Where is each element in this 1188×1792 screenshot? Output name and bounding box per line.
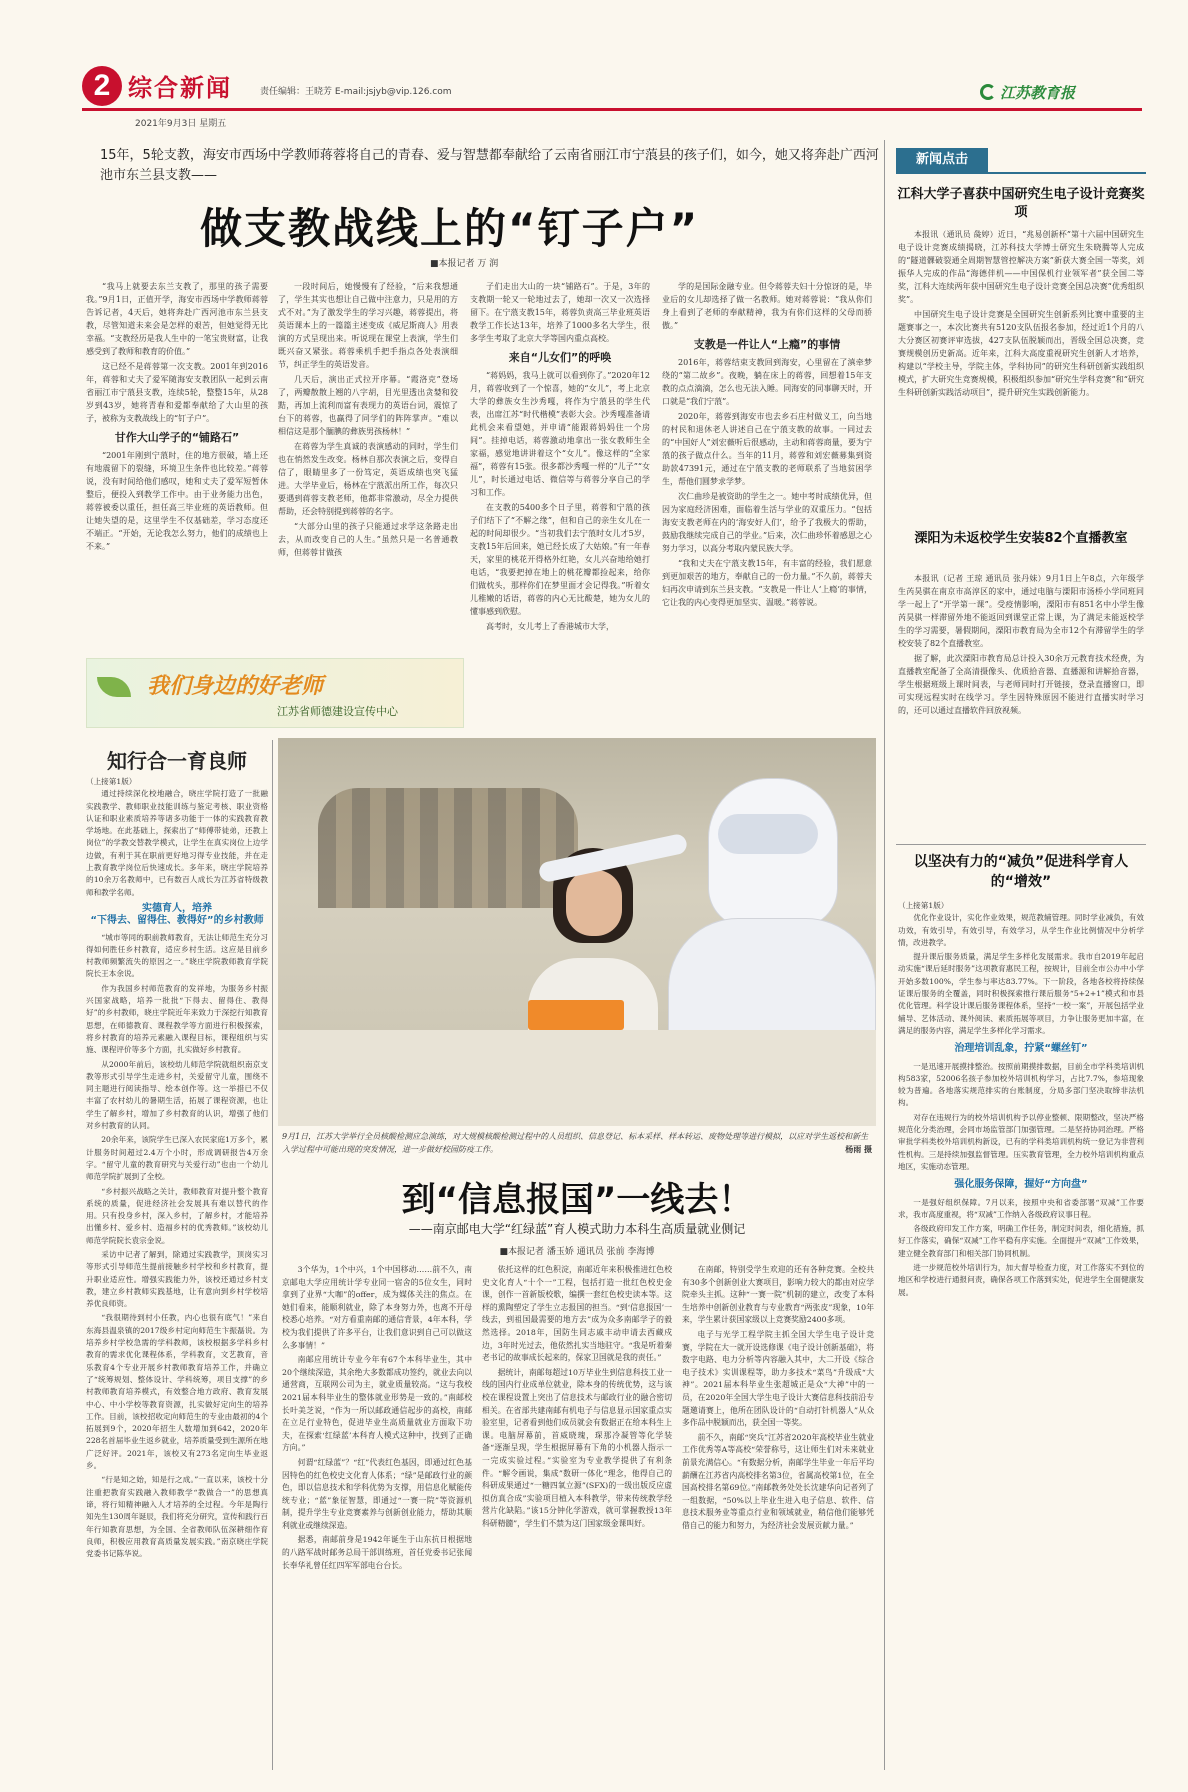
paragraph: 3个华为，1个中兴，1个中国移动……前不久，南京邮电大学应用统计学专业同一宿舍的5位女生，同时拿到了业界“大咖”的offer，成为媒体关注的焦点。在她们看来，能顺利就业，除了本身努力外，也离不开母校悉心培养。“对方看重南邮的通信背景，4年本科，学校为我们提供了许多平台，让我们意识到自己可以做这么多事情！” [282,1265,472,1350]
paragraph: 一是迅速开展摸排整治。按照前期摸排数据，目前全市学科类培训机构583家，52006名孩子参加校外培训机构学习，占比7.7%，参培现象较为普遍。各地落实规范排实的台账制度，分局多部门坚决取缔非法机构。 [898,1061,1144,1108]
paragraph: 据了解，此次溧阳市教育局总计投入30余万元教育技术经费，为直播教室配备了全高清摄像头、优质拾音器、直播源和讲解拾音器，学生根据班级上课时间表，与老师同时打开链接，登录直播窗口，即可实现远程实时在线学习。学生因特殊原因不能进行直播实时学习的，还可以通过直播软件回放视频。 [898,654,1144,715]
paragraph: 子们走出大山的一块“铺路石”。于是，3年的支教期一轮又一轮地过去了，她却一次又一次选择留下。在宁蒗支教15年，蒋蓉负责高三毕业班英语教学工作长达13年，培养了1000多名大学生，很多学生考取了北京大学等国内重点高校。 [470,282,650,343]
paragraph: 优化作业设计，实化作业效果，规范教辅管理。同时学业减负，有效功效，有效引导，有效引导，有效学习，从学生作业比例情况中分析学情，改进教学。 [898,913,1144,947]
sidebar-rule [896,844,1146,845]
subhead: 治理培训乱象，拧紧“螺丝钉” [954,1043,1088,1055]
paragraph: 何谓“红绿蓝”？“红”代表红色基因，即通过红色基因特色的红色校史文化育人体系；“绿”是邮政行业的颜色，即以信息技术和学科优势为支撑，用信息化赋能传统专业；“蓝”象征智慧，即通过“一赛一院”等资源机制，提升学生专业竞赛素养与创新创业能力，帮助其顺利就业或继续深造。 [282,1457,472,1530]
daotong-headline: 到“信息报国”一线去！ [401,1180,753,1220]
paragraph: 次仁曲珍是被资助的学生之一。她中考时成绩优异，但因为家庭经济困难，面临着生活与学业的双重压力。“包括海安支教老师在内的‘海安好人们’，给予了我极大的帮助，鼓励我继续完成自己的学业。”后来，次仁曲珍怀着感恩之心努力学习，以高分考取内蒙民族大学。 [662,492,872,553]
paragraph: 对存在违规行为的校外培训机构予以停业整顿、限期整改，坚决严格规范化分类治理，会同市场监管部门加强管理。二是坚持协同治理。严格审批学科类校外培训机构新设，已有的学科类培训机构统一登记为非营利性机构。三是持续加强监督管理。压实教育管理，全力校外培训机构重点地区，实施动态管理。 [898,1112,1144,1171]
column-divider [272,740,273,1770]
sidebar-header-rule [896,172,1146,174]
paragraph: 2020年，蒋蓉到海安市也去乡石庄村做义工，向当地的村民和退休老人讲述自己在宁蒗支教的故事。一同过去的“中国好人”刘宏薇听后很感动，主动和蒋蓉商量，要为宁蒗的孩子做点什么。当年的11月，蒋蓉和刘宏薇募集到资助款47391元，通过在宁蒗支教的老师联系了当地贫困学生，帮他们圆梦求学梦。 [662,412,872,486]
paragraph: 作为我国乡村师范教育的发祥地，为服务乡村振兴国家战略，培养一批批“下得去、留得住、教得好”的乡村教师，晓庄学院近年来致力于深挖行知教育思想，在师德教育、课程教学等方面进行积极探索，将乡村教育的培养元素融入课程目标，课程组织与实施、课程评价等多个方面，扎实做好乡村教育。 [86,983,268,1055]
paragraph: 一段时间后，她慢慢有了经验，“后来我想通了，学生其实也想让自己做中注意力，只是用的方式不对。”为了激发学生的学习兴趣，蒋蓉提出，将英语课本上的一篇篇主述变成《威尼斯商人》用表演的方式呈现出来。听说现在课堂上表演，学生们既兴奋又紧张。蒋蓉乘机手把手指点各处表演细节，纠正学生的英语发音。 [278,282,458,369]
subhead: 强化服务保障，握好“方向盘” [954,1179,1088,1191]
paragraph: 本报讯（记者 王琼 通讯员 张丹妹）9月1日上午8点，六年级学生芮昊骐在南京市高淳区的家中，通过电脑与溧阳市汤桥小学同班同学一起上了“开学第一课”。受疫情影响，溧阳市有851名中小学生像芮昊骐一样滞留外地不能返回到课堂正常上课，为了满足未能返校学生的学习需要，暑假期间，溧阳市教育局为全市12个有滞留学生的学校安装了82个直播教室。 [898,574,1144,648]
editor-line: 责任编辑：王晓芳 E-mail:jsjyb@vip.126.com [260,87,452,97]
paragraph: “我很期待到村小任教，内心也很有底气！”来自东海县温泉镇的2017级乡村定向师范生卞振磊说。为培养乡村学校急需的学科教师，该校根据多学科乡村教育的需求优化课程体系，学科教育，文艺教育，音乐教育4个专业开展乡村教师教育培养工作，并确立了“统筹规划、整体设计、学科统筹，项目支撑”的乡村教师教育培养模式，有效整合地方政府、教育发展中心、中小学校等教育资源，扎实做好定向生的培养工作。目前，该校招收定向师范生的专业由最初的4个拓展到9个，2020年招生人数增加到642，2020年228名首届毕业生返乡就业，培养质量受到生源所在地广泛好评。2021年，该校又有273名定向生毕业返乡。 [86,1313,268,1471]
news-photo [278,738,876,1126]
sidebar-divider [884,140,885,1770]
daotong-column-2 [482,1264,672,1532]
paragraph: 从2000年前后，该校幼儿师范学院就组织南京支教等形式引导学生走进乡村，关爱留守儿童，围绕不同主题进行阅读指导、绘本创作等。这一举措已不仅丰富了农村幼儿的暑期生活，拓展了课程资源，也让学生了解乡村，增加了乡村教育的认识，增强了他们对乡村教育的认同。 [86,1059,268,1131]
sidebar-story2-headline: 溧阳为未返校学生安装82个直播教室 [914,531,1128,546]
paragraph: 高考时，女儿考上了香港城市大学， [486,622,614,631]
daotong-byline: ■本报记者 潘玉娇 通讯员 张前 李海博 [499,1247,655,1257]
paragraph: “我马上就要去东兰支教了，那里的孩子需要我。”9月1日，正值开学，海安市西场中学教师蒋蓉告诉记者，4天后，她将奔赴广西河池市东兰县支教，尽管知道未来会是怎样的艰苦，但她觉得无比幸福。“支教经历是我人生中的一笔宝贵财富，让我感受到了教师和教育的价值。” [86,282,268,356]
sidebar-header: 新闻点击 [896,148,988,172]
paragraph: 提升课后服务质量，满足学生多样化发展需求。我市自2019年起启动实施“课后延时服务”这项教育惠民工程，按规计，目前全市公办中小学开始多数100%，学生参与率达83.77%。下一阶段，各地各校将持续保证课后服务的全覆盖，同时积极探索推行课后服务“5+2+1”模式和市县优化管理。科学设计课后服务课程体系，坚持“一校一案”，开展包括学业辅导、艺体活动、课外阅读、素质拓展等项目，力争让服务更加丰富，在满足的服务内容，满足学生多样化学习需求。 [898,952,1144,1035]
lead-column-3 [470,280,650,635]
banner-title: 我们身边的好老师 [147,674,324,699]
paragraph: 学的是国际金融专业。但令蒋蓉夫妇十分惊讶的是，毕业后的女儿却选择了做一名教师。她对蒋蓉说：“我从你们身上看到了老师的奉献精神，我为有你们这样的父母而骄傲。” [662,282,872,330]
paragraph: 南邮应用统计专业今年有67个本科毕业生，其中20个继续深造，其余绝大多数都成功签约，就业去向以通营商，互联网公司为主，就业质量较高。“这与我校2021届本科毕业生的整体就业形势是一致的。”南邮校长叶美芝说，“作为一所以邮政通信起步的高校，南邮在立足行业特色，促进毕业生高质量就业方面取下功夫，在探索‘红绿蓝’本科育人模式这种中，找到了正确方向。” [282,1355,472,1453]
photo-table [278,1030,876,1126]
paragraph: “乡村振兴战略之关计，教师教育对提升整个教育系统的质量，促进经济社会发展具有难以替代的作用。只有投身乡村，深入乡村，了解乡村，才能培养出懂乡村、爱乡村、造福乡村的优秀教师。”该校幼儿师范学院院长袁宗金说。 [86,1186,268,1245]
continued-from: （上接第1版） [86,777,137,786]
lead-column-4 [662,280,872,611]
paragraph: 在支教的5400多个日子里，蒋蓉和宁蒗的孩子们结下了“不解之缘”，但和自己的亲生女儿在一起的时间却很少。“当初我们去宁蒗时女儿才5岁，支教15年后回来，她已经长成了大姑娘。”有一年春天，家里的桃花开得格外红艳，女儿兴奋地给她打电话，“我要把掉在地上的桃花瓣都捡起来，给你们做枕头，那样你们在梦里面才会记得我。”听着女儿稚嫩的话语，蒋蓉的内心无比酸楚，她为女儿的懂事感到欣慰。 [470,503,650,616]
paragraph: “行是知之始，知是行之成。”一直以来，该校十分注重把教育实践融入教师教学“教做合一”的思想真谛，将行知精神融入人才培养的全过程。今年是陶行知先生130周年诞辰，我们将充分研究，宣传和践行百年行知教育思想，为全国、全省教师队伍深耕细作育良师，积极应用教育高质量发展实践。”南京晓庄学院党委书记陈华说。 [86,1475,268,1559]
lead-column-2 [278,280,458,561]
lead-headline: 做支教战线上的“钉子户” [200,204,700,253]
good-teacher-banner [86,658,464,728]
zhixing-headline: 知行合一育良师 [107,749,247,773]
paragraph: 20余年来，该院学生已深入农民家庭1万多个，累计服务时间超过2.4万个小时，形成调研报告4万余字。“留守儿童的教育研究与关爱行动”也由一个幼儿师范学院扩展到了全校。 [86,1135,268,1182]
paragraph: 据悉，南邮前身是1942年诞生于山东抗日根据地的八路军战时邮务总局干部训练班，首任党委书记张闻长奉华礼曾任红四军军部电台台长。 [282,1535,472,1570]
paragraph: 在南邮，特别受学生欢迎的还有各种竞赛。全校共有30多个创新创业大赛项目，影响力较大的都由对应学院牵头主抓。这种“一赛一院”机制的建立，改变了本科生培养中创新创业教育与专业教育“两张皮”现象，10年来，学生累计获国家级以上竞赛奖励2400多项。 [682,1265,874,1325]
subhead: 来自“儿女们”的呼唤 [508,351,612,364]
sidebar-story1-headline: 江科大学子喜获中国研究生电子设计竞赛奖项 [897,187,1145,220]
daotong-column-3 [682,1264,874,1534]
subhead: “下得去、留得住、教得好”的乡村教师 [90,915,264,927]
daotong-subhead: ——南京邮电大学“红绿蓝”育人模式助力本科生高质量就业侧记 [408,1222,746,1236]
daotong-column-1 [282,1264,472,1574]
paragraph: 本报讯（通讯员 彘婷）近日，“兆易创新杯”第十六届中国研究生电子设计竞赛成绩揭晓，江苏科技大学博士研究生朱晓腾等人完成的“隧道髁破裂通全周期智慧管控解决方案”新获大赛全国一等奖，刘振华人完成的作品“海德伴机——中国保机行业领军者”获全国二等奖，江科大连续两年获中国研究生电子设计竞赛全国总决赛“优秀组织奖”。 [898,230,1144,304]
photo-test-tube-rack [528,1000,624,1030]
paragraph: “2001年刚到宁蒗时，住的地方很破，墙上还有地震留下的裂缝，环境卫生条件也比较差。”蒋蓉说，没有时间给他们感叹，她和丈夫了爱军短暂休整后，便投入到教学工作中。由于业务能力出色，蒋蓉被委以重任，担任高三毕业班的英语教师。但让她失望的是，这里学生不仅基础差，学习态度还不端正。“开始，无论我怎么努力，他们的成绩也上不来。” [86,451,268,551]
paragraph: 进一步规范校外培训行为，加大督导检查力度，对工作落实不到位的地区和学校进行通报问责，确保各项工作落到实处，促进学生全面健康发展。 [898,1263,1144,1297]
paragraph: “我和丈夫在宁蒗支教15年，有丰富的经验，我们愿意到更加艰苦的地方，奉献自己的一份力量。”不久前，蒋蓉夫妇再次申请到东兰县支教。“支教是一件让人‘上瘾’的事情，它让我的内心变得更加坚实、温暖。”蒋蓉说。 [662,559,872,607]
lead-byline: ■本报记者 万 润 [430,259,499,269]
caption-text: 9月1日，江苏大学举行全员核酸检测应急演练，对大规模核酸检测过程中的人员组织、信息登记、标本采样、样本转运、废物处理等进行模拟，以应对学生返校和新生入学过程中可能出现的突发情况，进一步做好校园防疫工作。 [282,1132,869,1154]
paragraph: 采访中记者了解到，除通过实践教学，顶岗实习等形式引导师范生提前接触乡村学校和乡村教育，提升职业适应性。增强实践能力外，该校还通过乡村支教，建立乡村教师实践基地，让有意向到乡村学校培养优良师资。 [86,1249,268,1309]
paragraph: 在蒋蓉为学生真诚的表演感动的同时，学生们也在悄然发生改变。杨林自那次表演之后，变得自信了，眼睛里多了一份笃定，英语成绩也突飞猛进。大学毕业后，杨林在宁蒗派出所工作，每次只要遇到蒋蓉支教老师，他都非常激动，尽全力提供帮助，还会特别提到蒋蓉的名字。 [278,442,458,516]
sidebar-story3-headline: 以坚决有力的“减负”促进科学育人的“增效” [913,854,1129,890]
paragraph: 中国研究生电子设计竞赛是全国研究生创新系列比赛中重要的主题赛事之一，本次比赛共有5120支队伍报名参加，经过近1个月的八大分赛区初赛评审选拔，427支队伍脱颖而出，晋级全国总决赛，竞赛规模创历史新高。近年来，江科大高度重视研究生创新人才培养，构建以“学校主导，学院主体，学科协同”的研究生科研创新实践组织模式，扩大研究生竞赛规模，积极组织参加“研究生学科竞赛”和“研究生科研创新实践活动项目”，提升研究生实践创新能力。 [898,310,1144,397]
sidebar-story3-body [898,900,1144,1301]
continued-from: （上接第1版） [898,901,949,910]
paragraph: 几天后，演出正式拉开序幕。“霞洛克”登场了，两瓣散散上翘的八字胡，目光里透出贪婪和狡黠，再加上流利而富有表现力的英语台词，震惊了台下的蒋蓉，也赢得了同学们的阵阵掌声。“难以相信这是那个腼腆的彝族男孩杨林！” [278,375,458,436]
paragraph: 据统计，南邮每超过10万毕业生到信息科技工业一线的国内行业成单位就业，除本身的传统优势，这与该校在课程设置上突出了信息技术与邮政行业的融合密切相关。在省部共建南邮有机电子与信息显示国家重点实验室里，记者看到他们成员就会有数据正在给本科生上课。电脑屏幕前，首威晓瑰，琛那冷凝管等化学装备“逐渐呈现，学生根据屏幕有下角的小机器人指示一一完成实验过程。”实验室为专业教学提供了有利条件。“解令画说，集成”数研一体化“理念，他得自己的科研成果通过“一糖四氧立源”(SFX)的一级出版反应虚拟仿真合成”实验项目植入本科教学，带来传统教学经营片化缺陷。”该15分钟化学游戏，就可掌握教授13年科研精髓”，学生们不禁为这门国家级金课叫好。 [482,1367,672,1528]
paragraph: “大部分山里的孩子只能通过求学这条路走出去，从而改变自己的人生。”虽然只是一名普通教师，但蒋蓉甘做孩 [278,522,458,557]
subhead: 实德育人，培养 [142,902,212,914]
zhixing-column [86,776,268,1562]
paragraph: 前不久，南邮“突兵”江苏省2020年高校毕业生就业工作优秀等A等高校“荣誉称号，这让师生们对未来就业前景充满信心。“有数据分析，南邮学生毕业一年后平均薪酬在江苏省内高校排名第3位，省属高校第1位，在全国高校排名第69位。”南邮教务处处长沈建华向记者列了一组数据，“50%以上毕业生进入电子信息、软件、信息技术服务业等重点行业和领域就业，稍信他们能够凭借自己的能力和努力，为经济社会发展贡献力量。” [682,1432,874,1530]
paragraph: 电子与光学工程学院主抓全国大学生电子设计竞赛，学院在大一就开设选修课《电子设计创新基础》，将数字电路、电力分析等内容融入其中，大二开设《综合电子技术》实训课程等，助力多技术“菜鸟”升级成“大神”。2021届本科毕业生张超城正是众“大神”中的一员，在2020年全国大学生电子设计大赛信息科技前沿专题邀请赛上，他所在团队设计的“自动打针机器人”从众多作品中脱颖而出，获全国一等奖。 [682,1329,874,1428]
sidebar-story1-body [898,228,1144,401]
paragraph: “城市等同的职前教师教育，无法让师范生充分习得如何胜任乡村教育，适应乡村生活。这应是目前乡村教师频繁流失的原因之一。”晓庄学院教师教育学院院长王本余说。 [86,932,268,979]
issue-date: 2021年9月3日 星期五 [135,119,227,129]
sidebar-story2-body [898,572,1144,719]
section-title: 综合新闻 [128,74,232,102]
paragraph: 通过持续深化校地融合，晓庄学院打造了一批融实践教学、教师职业技能训练与鉴定考核、职业资格认证和职业素质培养等诸多功能于一体的实践教育教学场地。在此基础上，探索出了“师傅带徒弟，还教上岗位”的学教交替教学模式，让学生在真实岗位上边学边做，有利于其在职前更好地习得专业技能，并在走上教育教学岗位后快速成长。多年来，晓庄学院培养的10余万名教师中，已有数百人成长为江苏省特级教师和教学名师。 [86,789,268,897]
paper-name: 江苏教育报 [1000,84,1076,102]
subhead: 支教是一件让人“上瘾”的事情 [693,338,841,351]
header-rule [82,108,1142,111]
paragraph: 这已经不是蒋蓉第一次支教。2001年到2016年，蒋蓉和丈夫了爱军随海安支教团队一起到云南省丽江市宁蒗县支教，连续5轮，整整15年，从28岁到43岁，她将青春和爱都奉献给了大山里的孩子，被称为支教战线上的“钉子户”。 [86,362,268,423]
masthead [0,0,1188,140]
lead-column-1 [86,280,268,555]
paragraph: 依托这样的红色积淀，南邮近年来积极推进红色校史文化育人“十个一”工程，包括打造一批红色校史金课，创作一首新版校歌，编撰一套红色校史读本等。这样的熏陶塑定了学生立志报国的担当。“到‘信息报国’一线去，到祖国最需要的地方去”成为众多南邮学子的毅然选择。2018年，国防生同志戚丰动申请去西藏戍边，3年时光过去，他依然扎实当地驻守。“我是听着秦老书记的故事成长起来的，保家卫国就是我的责任。” [482,1265,672,1363]
page-number-badge: 2 [82,66,122,106]
lead-deck: 15年，5轮支教，海安市西场中学教师蒋蓉将自己的青春、爱与智慧都奉献给了云南省丽江市宁蒗县的孩子们，如今，她又将奔赴广西河池市东兰县支教—— [100,148,879,183]
banner-subtitle: 江苏省师德建设宣传中心 [277,705,398,718]
photo-credit: 杨雨 摄 [845,1144,872,1154]
photo-caption [282,1130,872,1156]
paragraph: “蒋妈妈，我马上就可以看到你了。”2020年12月，蒋蓉收到了一个惊喜，她的“女儿”，考上北京大学的彝族女生沙秀嘎，将作为宁蒗县的学生代表，出席江苏“时代楷模”表彰大会。沙秀嘎准备请此机会来看望她，并申请“能跟蒋妈妈住一个房间”。挂掉电话，蒋蓉激动地拿出一张女教师生全家福，感觉地讲讲着这个“女儿”。像这样的“全家福”，蒋蓉有15张。很多都沙秀嘎一样的“儿子”“女儿”，时长通过电话、微信等与蒋蓉分享自己的学习和工作。 [470,371,650,497]
paragraph: 2016年，蒋蓉结束支教回到海安，心里留在了滇牵梦绕的“第二故乡”。夜晚，躺在床上的蒋蓉，回想着15年支教的点点滴滴，怎么也无法入睡。同海安的同事聊天时，开口就是“我们宁蒗”。 [662,358,872,406]
paper-logo-icon [980,84,996,100]
subhead: 甘作大山学子的“铺路石” [114,431,240,444]
banner-leaf-icon [97,677,131,697]
paragraph: 各级政府印发工作方案，明确工作任务，制定时间表，细化措施，抓好工作落实，确保“双减”工作平稳有序实施。全面提升“双减”工作效果，建立健全教育部门和相关部门协同机制。 [898,1224,1144,1258]
paragraph: 一是强好组织保障。7月以来，按照中央和省委部署“双减”工作要求，我市高度重视，将“双减”工作纳入各级政府议事日程。 [898,1197,1144,1219]
